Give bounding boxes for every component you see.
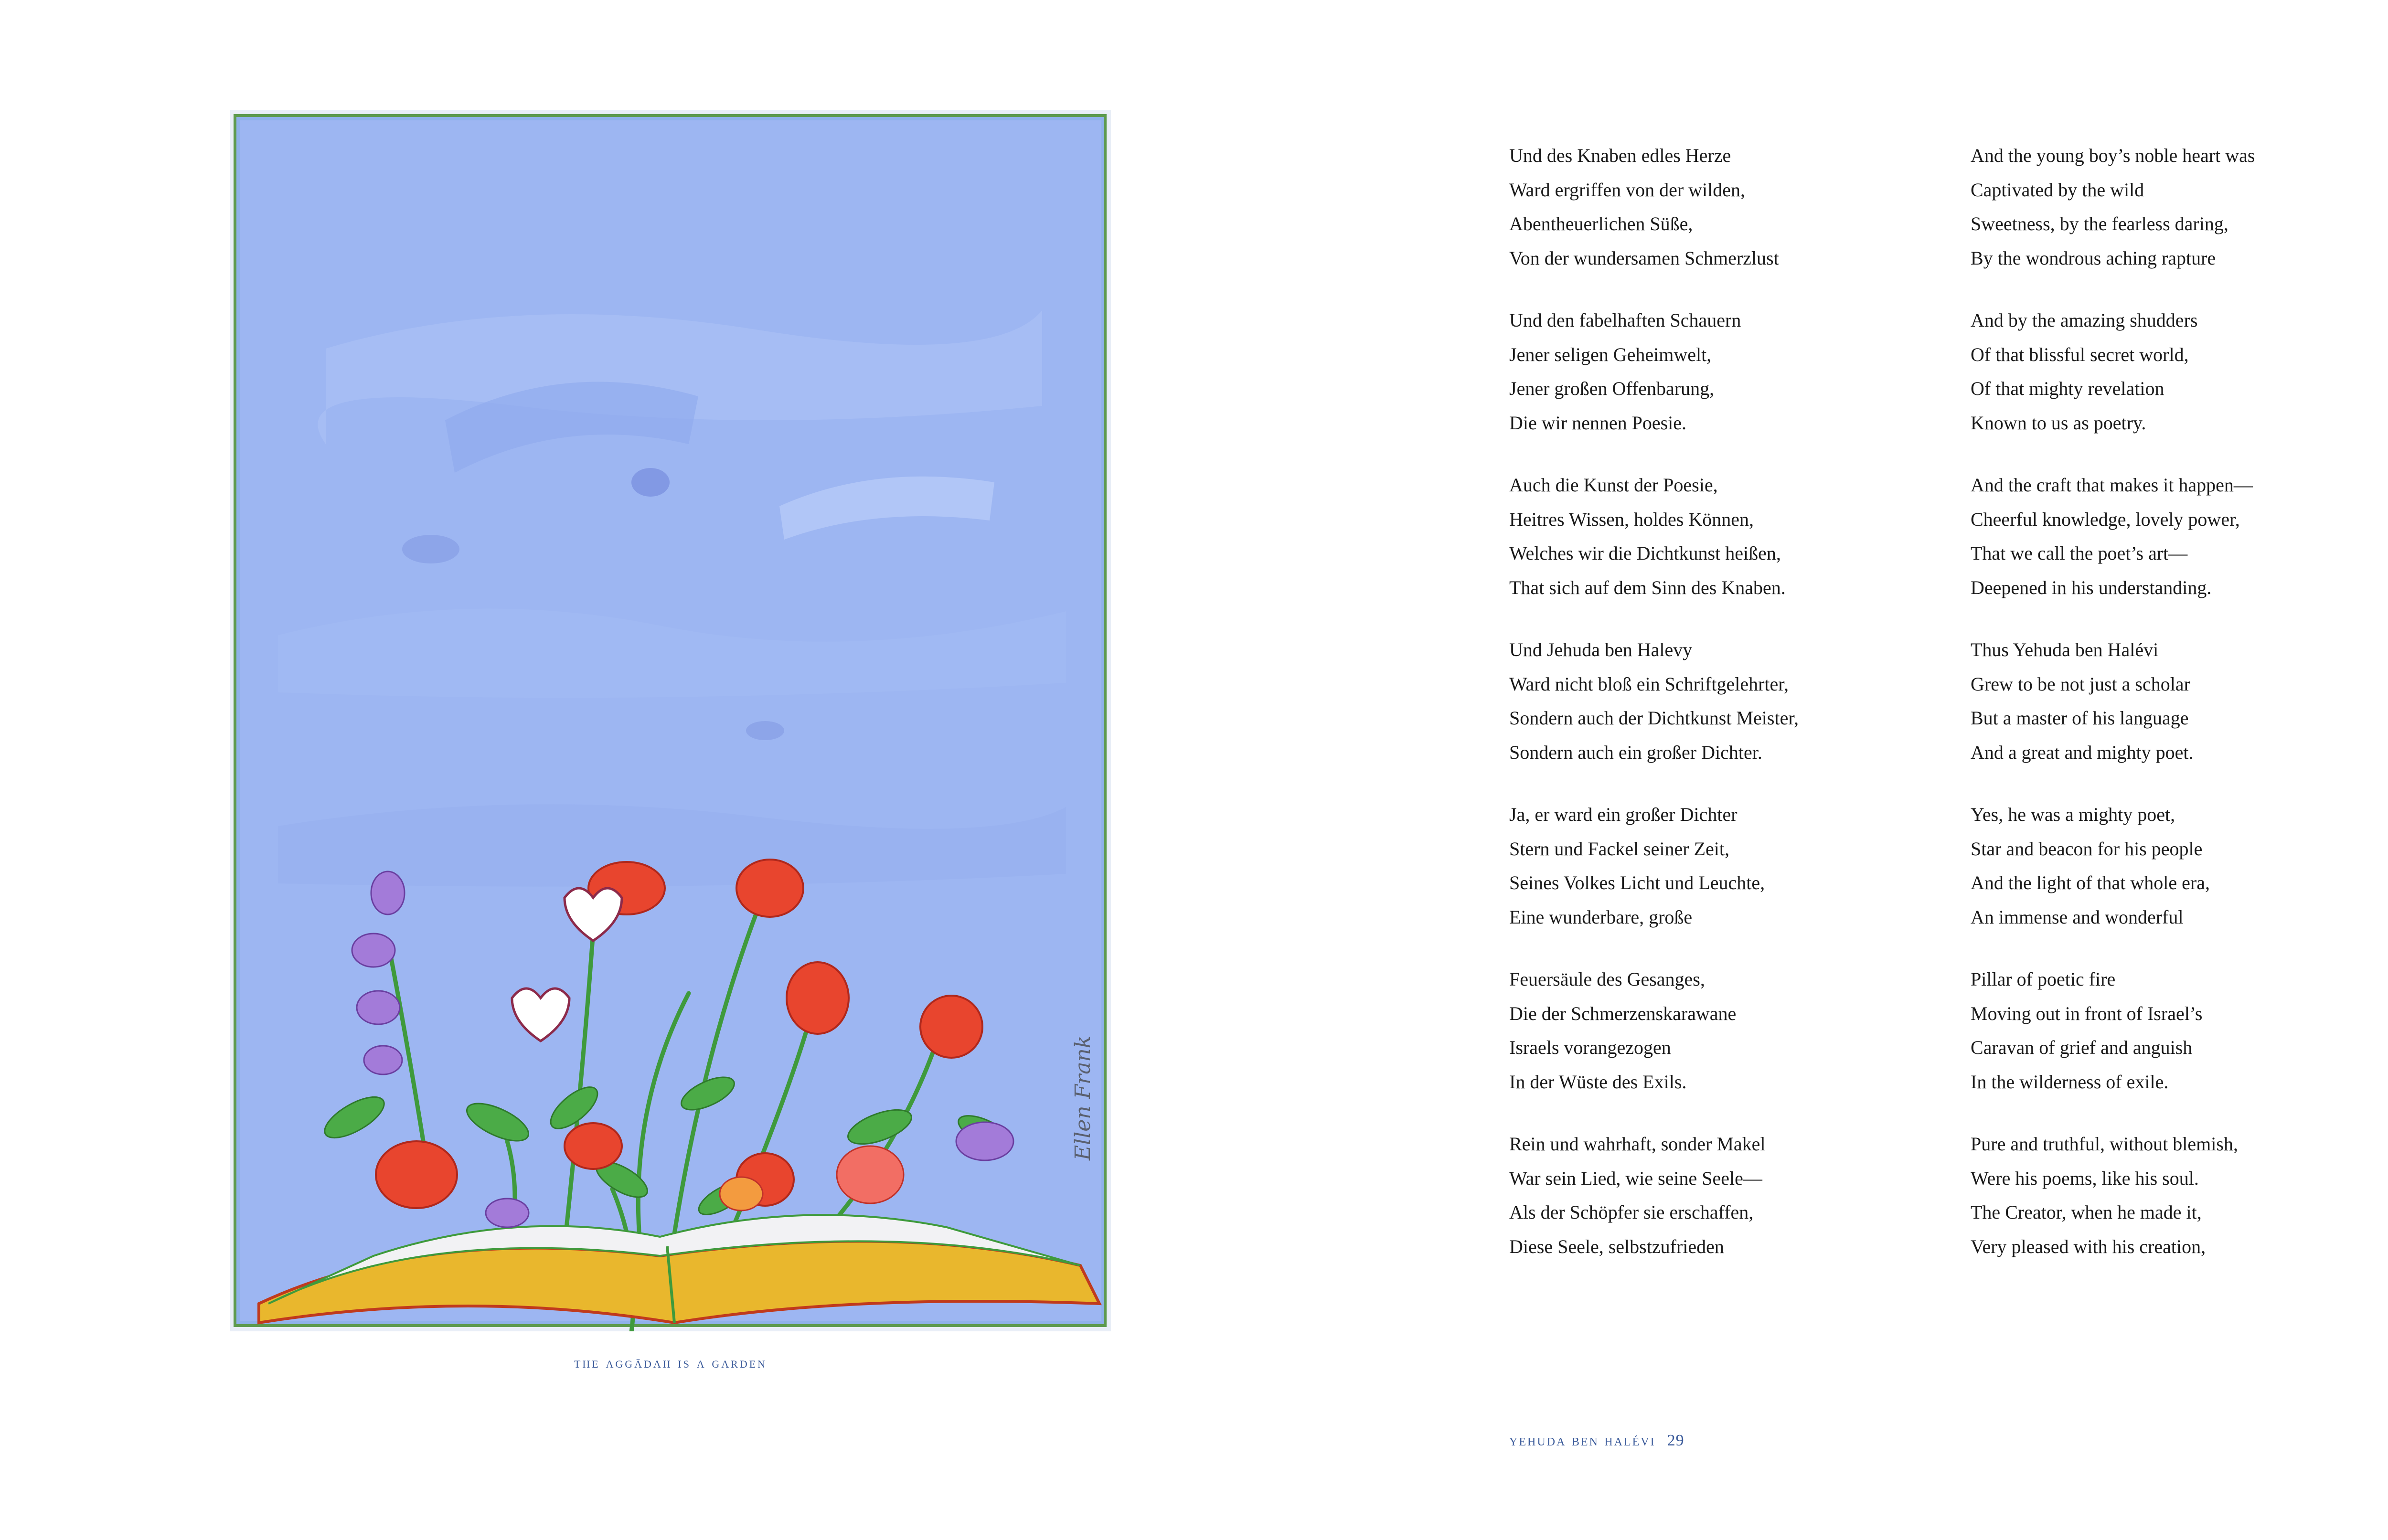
english-stanza (1971, 962, 2388, 1099)
german-verse-line: Jener großen Offenbarung, (1509, 378, 1715, 399)
english-verse-line: By the wondrous aching rapture (1971, 247, 2216, 269)
german-stanza (1509, 1127, 1939, 1264)
german-stanza (1509, 303, 1939, 440)
english-verse-line: Caravan of grief and anguish (1971, 1037, 2193, 1058)
german-verse-line: Die der Schmerzenskarawane (1509, 1002, 1737, 1024)
english-verse-line: Thus Yehuda ben Halévi (1971, 639, 2159, 660)
english-verse-line: Very pleased with his creation, (1971, 1235, 2206, 1257)
english-verse-line: Grew to be not just a scholar (1971, 673, 2190, 695)
english-verse-line: Captivated by the wild (1971, 179, 2144, 201)
german-verse-line: Sondern auch ein großer Dichter. (1509, 741, 1762, 763)
english-verse-line: The Creator, when he made it, (1971, 1201, 2202, 1223)
german-verse-line: Die wir nennen Poesie. (1509, 412, 1687, 434)
english-stanza (1971, 138, 2388, 275)
illustration-caption: the aggādah is a garden (574, 1354, 768, 1371)
english-stanza (1971, 797, 2388, 934)
running-head: yehuda ben halévi (1509, 1432, 1656, 1449)
german-verse-line: Von der wundersamen Schmerzlust (1509, 247, 1779, 269)
german-poem-column (1509, 138, 1939, 1292)
german-verse-line: Diese Seele, selbstzufrieden (1509, 1235, 1724, 1257)
english-verse-line: In the wilderness of exile. (1971, 1071, 2169, 1093)
german-verse-line: Und des Knaben edles Herze (1509, 145, 1731, 166)
german-stanza (1509, 468, 1939, 605)
german-verse-line: Ward nicht bloß ein Schriftgelehrter, (1509, 673, 1789, 695)
german-verse-line: Und Jehuda ben Halevy (1509, 639, 1693, 660)
page-footer (1509, 1432, 1684, 1450)
german-verse-line: Abentheuerlichen Süße, (1509, 213, 1693, 234)
german-stanza (1509, 138, 1939, 275)
german-verse-line: In der Wüste des Exils. (1509, 1071, 1687, 1093)
german-stanza (1509, 962, 1939, 1099)
english-stanza (1971, 1127, 2388, 1264)
german-verse-line: Eine wunderbare, große (1509, 906, 1693, 928)
german-verse-line: Welches wir die Dichtkunst heißen, (1509, 542, 1781, 564)
english-verse-line: Pillar of poetic fire (1971, 968, 2116, 990)
german-verse-line: Ja, er ward ein großer Dichter (1509, 804, 1738, 825)
page-number: 29 (1667, 1432, 1684, 1449)
english-verse-line: And the young boy’s noble heart was (1971, 145, 2255, 166)
english-verse-line: Cheerful knowledge, lovely power, (1971, 508, 2240, 530)
english-verse-line: But a master of his language (1971, 707, 2189, 729)
svg-text:Ellen Frank: Ellen Frank (1071, 1035, 1095, 1160)
english-stanza (1971, 303, 2388, 440)
english-verse-line: And by the amazing shudders (1971, 309, 2198, 331)
german-verse-line: War sein Lied, wie seine Seele— (1509, 1167, 1762, 1189)
english-verse-line: Moving out in front of Israel’s (1971, 1002, 2203, 1024)
german-verse-line: Feuersäule des Gesanges, (1509, 968, 1705, 990)
german-verse-line: That sich auf dem Sinn des Knaben. (1509, 576, 1786, 598)
german-verse-line: Stern und Fackel seiner Zeit, (1509, 838, 1729, 860)
english-verse-line: Pure and truthful, without blemish, (1971, 1133, 2238, 1155)
english-verse-line: An immense and wonderful (1971, 906, 2184, 928)
english-verse-line: Were his poems, like his soul. (1971, 1167, 2199, 1189)
german-verse-line: Rein und wahrhaft, sonder Makel (1509, 1133, 1766, 1155)
painting-illustration (230, 110, 1111, 1331)
english-verse-line: And the light of that whole era, (1971, 872, 2210, 893)
english-verse-line: Star and beacon for his people (1971, 838, 2203, 860)
english-verse-line: Deepened in his understanding. (1971, 576, 2212, 598)
english-stanza (1971, 468, 2388, 605)
german-verse-line: Heitres Wissen, holdes Können, (1509, 508, 1754, 530)
painting-svg (230, 110, 1111, 1331)
english-verse-line: And the craft that makes it happen— (1971, 474, 2253, 496)
german-verse-line: Als der Schöpfer sie erschaffen, (1509, 1201, 1754, 1223)
english-verse-line: Sweetness, by the fearless daring, (1971, 213, 2228, 234)
english-verse-line: Of that mighty revelation (1971, 378, 2164, 399)
english-stanza (1971, 633, 2388, 769)
german-stanza (1509, 633, 1939, 769)
german-verse-line: Sondern auch der Dichtkunst Meister, (1509, 707, 1799, 729)
english-verse-line: That we call the poet’s art— (1971, 542, 2188, 564)
english-poem-column (1971, 138, 2388, 1292)
english-verse-line: Known to us as poetry. (1971, 412, 2146, 434)
english-verse-line: And a great and mighty poet. (1971, 741, 2194, 763)
german-verse-line: Und den fabelhaften Schauern (1509, 309, 1741, 331)
german-stanza (1509, 797, 1939, 934)
english-verse-line: Yes, he was a mighty poet, (1971, 804, 2175, 825)
english-verse-line: Of that blissful secret world, (1971, 343, 2189, 365)
german-verse-line: Ward ergriffen von der wilden, (1509, 179, 1746, 201)
german-verse-line: Auch die Kunst der Poesie, (1509, 474, 1718, 496)
german-verse-line: Israels vorangezogen (1509, 1037, 1671, 1058)
german-verse-line: Jener seligen Geheimwelt, (1509, 343, 1712, 365)
german-verse-line: Seines Volkes Licht und Leuchte, (1509, 872, 1765, 893)
